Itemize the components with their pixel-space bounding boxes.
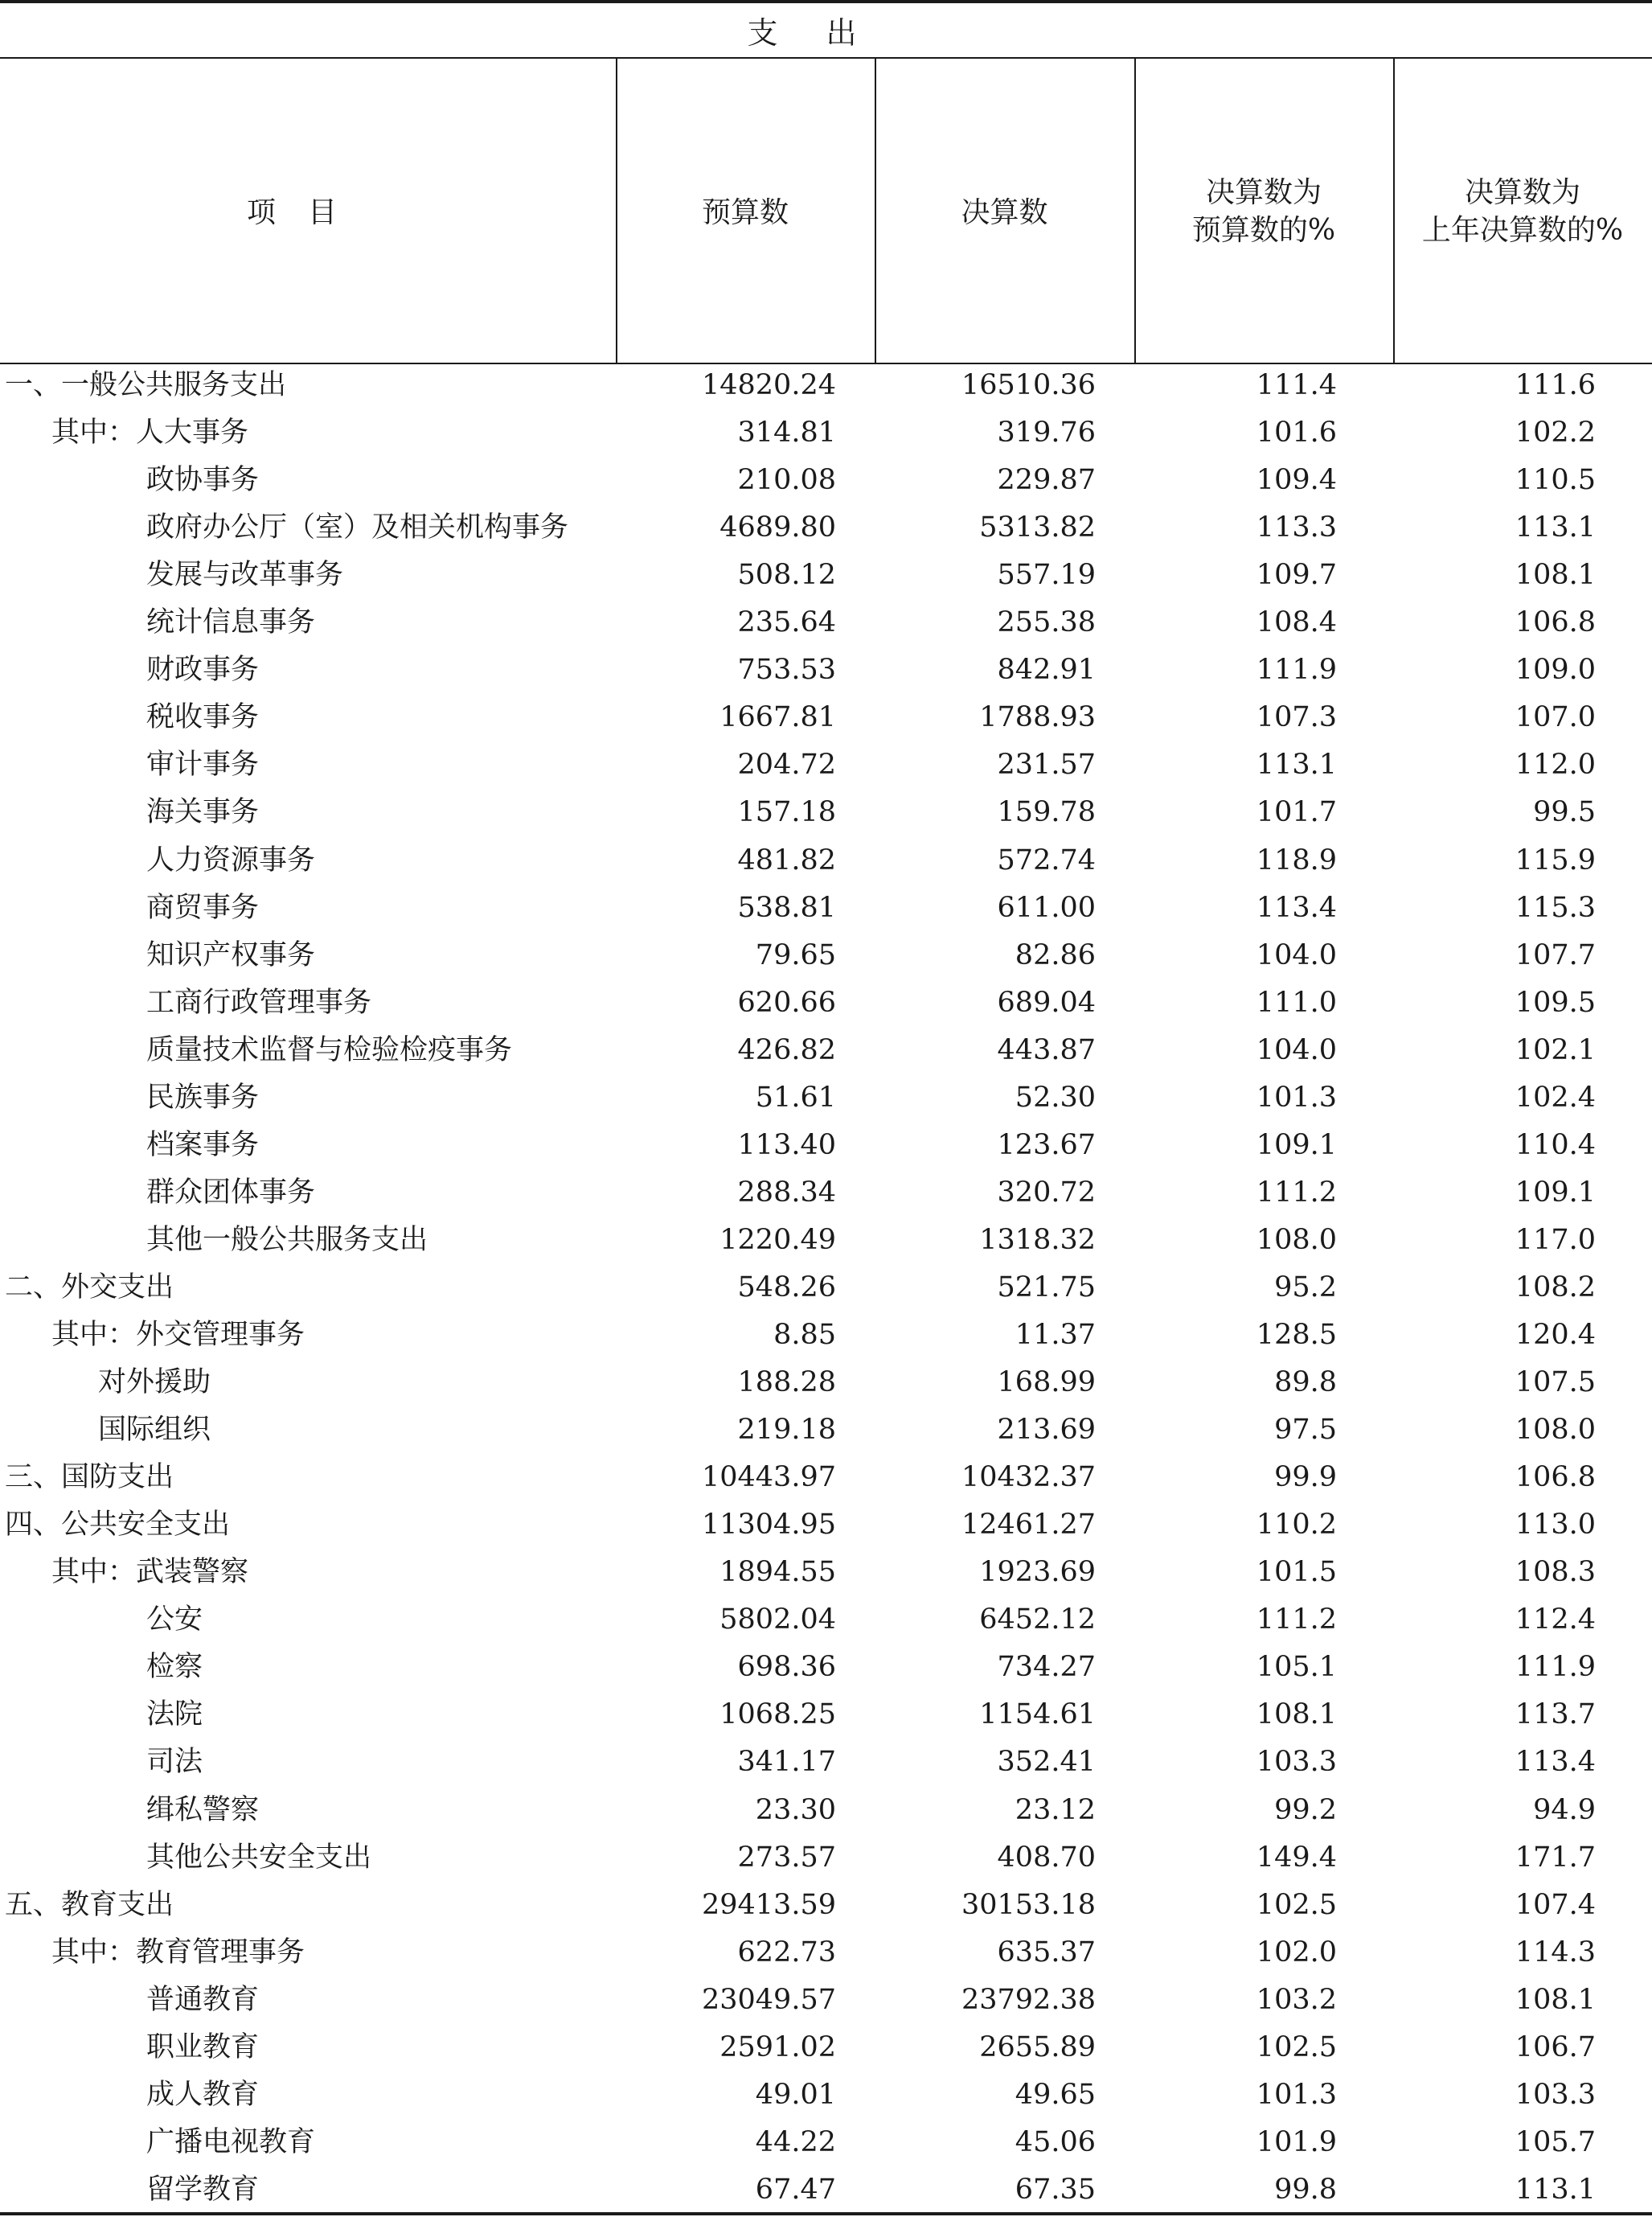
pct-budget-cell: 97.5	[1274, 1414, 1337, 1446]
pct-budget-cell: 102.5	[1256, 1889, 1337, 1921]
item-name-cell: 其中：武装警察	[51, 1556, 249, 1588]
pct-budget-cell: 101.7	[1256, 796, 1337, 828]
item-name-cell: 政府办公厅（室）及相关机构事务	[146, 511, 569, 544]
item-name-cell: 广播电视教育	[146, 2126, 316, 2158]
pct-budget-cell: 104.0	[1256, 1034, 1337, 1066]
item-name-cell: 三、国防支出	[5, 1461, 174, 1493]
pct-budget-cell: 111.2	[1256, 1176, 1337, 1209]
item-name-cell: 职业教育	[146, 2031, 260, 2063]
pct-budget-cell: 111.2	[1256, 1603, 1337, 1636]
budget-cell: 481.82	[737, 844, 836, 877]
final-cell: 213.69	[997, 1414, 1096, 1446]
item-name-cell: 群众团体事务	[146, 1176, 316, 1209]
item-name-cell: 五、教育支出	[5, 1889, 174, 1921]
pct-last-year-cell: 113.0	[1515, 1509, 1596, 1541]
item-name-cell: 发展与改革事务	[146, 559, 344, 591]
item-name-cell: 人力资源事务	[146, 844, 316, 877]
final-cell: 1154.61	[979, 1698, 1096, 1730]
pct-last-year-cell: 113.1	[1515, 511, 1596, 544]
bottom-rule	[0, 2212, 1652, 2215]
pct-last-year-cell: 120.4	[1515, 1319, 1596, 1351]
item-name-cell: 审计事务	[146, 749, 260, 781]
item-name-cell: 其中：外交管理事务	[51, 1319, 305, 1351]
pct-last-year-cell: 103.3	[1515, 2079, 1596, 2111]
budget-cell: 622.73	[737, 1936, 836, 1969]
pct-budget-cell: 101.3	[1256, 2079, 1337, 2111]
budget-cell: 1667.81	[719, 701, 836, 733]
budget-cell: 79.65	[755, 939, 836, 971]
final-cell: 12461.27	[961, 1509, 1096, 1541]
budget-cell: 67.47	[755, 2174, 836, 2206]
final-cell: 45.06	[1015, 2126, 1096, 2158]
pct-budget-cell: 101.3	[1256, 1082, 1337, 1114]
pct-last-year-cell: 108.2	[1515, 1271, 1596, 1304]
final-cell: 2655.89	[979, 2031, 1096, 2063]
budget-cell: 44.22	[755, 2126, 836, 2158]
final-cell: 611.00	[997, 892, 1096, 924]
final-cell: 82.86	[1015, 939, 1096, 971]
header-rule	[0, 363, 1652, 364]
item-name-cell: 检察	[146, 1651, 203, 1683]
pct-budget-cell: 109.4	[1256, 464, 1337, 496]
final-cell: 842.91	[997, 654, 1096, 686]
final-cell: 10432.37	[961, 1461, 1096, 1493]
pct-budget-cell: 149.4	[1256, 1841, 1337, 1874]
budget-cell: 29413.59	[701, 1889, 836, 1921]
pct-budget-cell: 105.1	[1256, 1651, 1337, 1683]
final-cell: 159.78	[997, 796, 1096, 828]
final-cell: 23792.38	[961, 1984, 1096, 2016]
pct-budget-cell: 102.5	[1256, 2031, 1337, 2063]
pct-last-year-cell: 108.0	[1515, 1414, 1596, 1446]
budget-cell: 51.61	[755, 1082, 836, 1114]
pct-budget-cell: 108.1	[1256, 1698, 1337, 1730]
item-name-cell: 法院	[146, 1698, 203, 1730]
final-cell: 123.67	[997, 1129, 1096, 1161]
budget-cell: 188.28	[737, 1366, 836, 1398]
budget-cell: 113.40	[737, 1129, 836, 1161]
pct-last-year-cell: 110.4	[1515, 1129, 1596, 1161]
item-name-cell: 普通教育	[146, 1984, 260, 2016]
final-cell: 52.30	[1015, 1082, 1096, 1114]
budget-cell: 273.57	[737, 1841, 836, 1874]
item-name-cell: 税收事务	[146, 701, 260, 733]
final-cell: 16510.36	[961, 369, 1096, 401]
pct-budget-cell: 99.9	[1274, 1461, 1337, 1493]
final-cell: 572.74	[997, 844, 1096, 877]
item-name-cell: 工商行政管理事务	[146, 987, 372, 1019]
pct-budget-cell: 111.0	[1256, 987, 1337, 1019]
final-cell: 6452.12	[979, 1603, 1096, 1636]
pct-budget-cell: 104.0	[1256, 939, 1337, 971]
pct-budget-cell: 101.6	[1256, 417, 1337, 449]
budget-cell: 4689.80	[719, 511, 836, 544]
budget-cell: 235.64	[737, 606, 836, 638]
final-cell: 11.37	[1015, 1319, 1096, 1351]
pct-last-year-cell: 110.5	[1515, 464, 1596, 496]
item-name-cell: 质量技术监督与检验检疫事务	[146, 1034, 513, 1066]
pct-last-year-cell: 171.7	[1515, 1841, 1596, 1874]
pct-last-year-cell: 112.4	[1515, 1603, 1596, 1636]
budget-cell: 23.30	[755, 1794, 836, 1826]
pct-last-year-cell: 107.7	[1515, 939, 1596, 971]
pct-budget-cell: 89.8	[1274, 1366, 1337, 1398]
final-cell: 255.38	[997, 606, 1096, 638]
title-rule	[0, 57, 1652, 59]
final-cell: 734.27	[997, 1651, 1096, 1683]
column-header-pct-of-last-year-line1: 决算数为	[1464, 176, 1580, 209]
column-header-budget: 预算数	[701, 196, 789, 229]
final-cell: 67.35	[1015, 2174, 1096, 2206]
pct-budget-cell: 111.9	[1256, 654, 1337, 686]
budget-cell: 219.18	[737, 1414, 836, 1446]
item-name-cell: 民族事务	[146, 1082, 260, 1114]
pct-last-year-cell: 94.9	[1533, 1794, 1596, 1826]
pct-last-year-cell: 108.1	[1515, 1984, 1596, 2016]
pct-last-year-cell: 99.5	[1533, 796, 1596, 828]
item-name-cell: 商贸事务	[146, 892, 260, 924]
pct-last-year-cell: 113.1	[1515, 2174, 1596, 2206]
item-name-cell: 知识产权事务	[146, 939, 316, 971]
budget-cell: 157.18	[737, 796, 836, 828]
item-name-cell: 政协事务	[146, 464, 260, 496]
item-name-cell: 统计信息事务	[146, 606, 316, 638]
budget-cell: 314.81	[737, 417, 836, 449]
final-cell: 1788.93	[979, 701, 1096, 733]
pct-last-year-cell: 109.1	[1515, 1176, 1596, 1209]
budget-cell: 14820.24	[701, 369, 836, 401]
pct-budget-cell: 108.4	[1256, 606, 1337, 638]
pct-last-year-cell: 113.7	[1515, 1698, 1596, 1730]
final-cell: 229.87	[997, 464, 1096, 496]
pct-budget-cell: 101.9	[1256, 2126, 1337, 2158]
pct-last-year-cell: 115.3	[1515, 892, 1596, 924]
final-cell: 5313.82	[979, 511, 1096, 544]
column-header-pct-of-last-year-line2: 上年决算数的%	[1421, 214, 1624, 247]
pct-budget-cell: 95.2	[1274, 1271, 1337, 1304]
item-name-cell: 成人教育	[146, 2079, 260, 2111]
budget-cell: 204.72	[737, 749, 836, 781]
pct-budget-cell: 113.1	[1256, 749, 1337, 781]
final-cell: 521.75	[997, 1271, 1096, 1304]
budget-cell: 508.12	[737, 559, 836, 591]
item-name-cell: 档案事务	[146, 1129, 260, 1161]
pct-last-year-cell: 108.1	[1515, 559, 1596, 591]
pct-last-year-cell: 117.0	[1515, 1224, 1596, 1256]
budget-cell: 210.08	[737, 464, 836, 496]
pct-budget-cell: 110.2	[1256, 1509, 1337, 1541]
pct-last-year-cell: 111.9	[1515, 1651, 1596, 1683]
pct-last-year-cell: 106.7	[1515, 2031, 1596, 2063]
item-name-cell: 其中：人大事务	[51, 417, 249, 449]
pct-last-year-cell: 107.0	[1515, 701, 1596, 733]
item-name-cell: 四、公共安全支出	[5, 1509, 231, 1541]
item-name-cell: 二、外交支出	[5, 1271, 174, 1304]
pct-budget-cell: 113.4	[1256, 892, 1337, 924]
pct-last-year-cell: 102.2	[1515, 417, 1596, 449]
item-name-cell: 海关事务	[146, 796, 260, 828]
pct-last-year-cell: 108.3	[1515, 1556, 1596, 1588]
pct-last-year-cell: 114.3	[1515, 1936, 1596, 1969]
final-cell: 408.70	[997, 1841, 1096, 1874]
pct-budget-cell: 101.5	[1256, 1556, 1337, 1588]
pct-last-year-cell: 102.4	[1515, 1082, 1596, 1114]
budget-cell: 11304.95	[701, 1509, 836, 1541]
column-header-item: 项目	[246, 196, 369, 229]
budget-cell: 2591.02	[719, 2031, 836, 2063]
pct-budget-cell: 107.3	[1256, 701, 1337, 733]
final-cell: 319.76	[997, 417, 1096, 449]
budget-cell: 426.82	[737, 1034, 836, 1066]
final-cell: 1318.32	[979, 1224, 1096, 1256]
final-cell: 689.04	[997, 987, 1096, 1019]
item-name-cell: 国际组织	[98, 1414, 211, 1446]
budget-cell: 753.53	[737, 654, 836, 686]
pct-last-year-cell: 115.9	[1515, 844, 1596, 877]
table-title: 支出	[747, 15, 905, 51]
final-cell: 635.37	[997, 1936, 1096, 1969]
pct-last-year-cell: 109.5	[1515, 987, 1596, 1019]
budget-cell: 538.81	[737, 892, 836, 924]
column-header-pct-of-budget-line1: 决算数为	[1205, 176, 1322, 209]
item-name-cell: 公安	[146, 1603, 203, 1636]
item-name-cell: 对外援助	[98, 1366, 211, 1398]
item-name-cell: 其他一般公共服务支出	[146, 1224, 428, 1256]
final-cell: 352.41	[997, 1746, 1096, 1778]
pct-budget-cell: 128.5	[1256, 1319, 1337, 1351]
item-name-cell: 一、一般公共服务支出	[5, 369, 287, 401]
budget-cell: 548.26	[737, 1271, 836, 1304]
pct-budget-cell: 108.0	[1256, 1224, 1337, 1256]
pct-budget-cell: 113.3	[1256, 511, 1337, 544]
budget-cell: 1220.49	[719, 1224, 836, 1256]
final-cell: 23.12	[1015, 1794, 1096, 1826]
item-name-cell: 缉私警察	[146, 1794, 260, 1826]
budget-cell: 698.36	[737, 1651, 836, 1683]
final-cell: 320.72	[997, 1176, 1096, 1209]
item-name-cell: 财政事务	[146, 654, 260, 686]
pct-budget-cell: 118.9	[1256, 844, 1337, 877]
pct-last-year-cell: 111.6	[1515, 369, 1596, 401]
column-header-pct-of-budget-line2: 预算数的%	[1191, 214, 1336, 247]
column-header-final: 决算数	[961, 196, 1048, 229]
pct-last-year-cell: 106.8	[1515, 1461, 1596, 1493]
pct-budget-cell: 99.8	[1274, 2174, 1337, 2206]
item-name-cell: 其中：教育管理事务	[51, 1936, 305, 1969]
pct-budget-cell: 102.0	[1256, 1936, 1337, 1969]
pct-last-year-cell: 109.0	[1515, 654, 1596, 686]
pct-budget-cell: 103.2	[1256, 1984, 1337, 2016]
final-cell: 168.99	[997, 1366, 1096, 1398]
pct-last-year-cell: 105.7	[1515, 2126, 1596, 2158]
item-name-cell: 留学教育	[146, 2174, 260, 2206]
pct-last-year-cell: 107.5	[1515, 1366, 1596, 1398]
pct-last-year-cell: 102.1	[1515, 1034, 1596, 1066]
pct-last-year-cell: 106.8	[1515, 606, 1596, 638]
final-cell: 30153.18	[961, 1889, 1096, 1921]
budget-cell: 10443.97	[701, 1461, 836, 1493]
pct-last-year-cell: 112.0	[1515, 749, 1596, 781]
final-cell: 557.19	[997, 559, 1096, 591]
budget-cell: 1894.55	[719, 1556, 836, 1588]
budget-cell: 620.66	[737, 987, 836, 1019]
pct-budget-cell: 111.4	[1256, 369, 1337, 401]
pct-budget-cell: 103.3	[1256, 1746, 1337, 1778]
item-name-cell: 其他公共安全支出	[146, 1841, 372, 1874]
top-rule	[0, 0, 1652, 3]
final-cell: 1923.69	[979, 1556, 1096, 1588]
budget-cell: 8.85	[773, 1319, 836, 1351]
budget-cell: 5802.04	[719, 1603, 836, 1636]
budget-cell: 288.34	[737, 1176, 836, 1209]
budget-cell: 341.17	[737, 1746, 836, 1778]
item-name-cell: 司法	[146, 1746, 203, 1778]
pct-budget-cell: 109.1	[1256, 1129, 1337, 1161]
final-cell: 231.57	[997, 749, 1096, 781]
final-cell: 49.65	[1015, 2079, 1096, 2111]
pct-last-year-cell: 107.4	[1515, 1889, 1596, 1921]
budget-cell: 49.01	[755, 2079, 836, 2111]
pct-budget-cell: 99.2	[1274, 1794, 1337, 1826]
pct-last-year-cell: 113.4	[1515, 1746, 1596, 1778]
budget-cell: 1068.25	[719, 1698, 836, 1730]
pct-budget-cell: 109.7	[1256, 559, 1337, 591]
budget-cell: 23049.57	[701, 1984, 836, 2016]
final-cell: 443.87	[997, 1034, 1096, 1066]
